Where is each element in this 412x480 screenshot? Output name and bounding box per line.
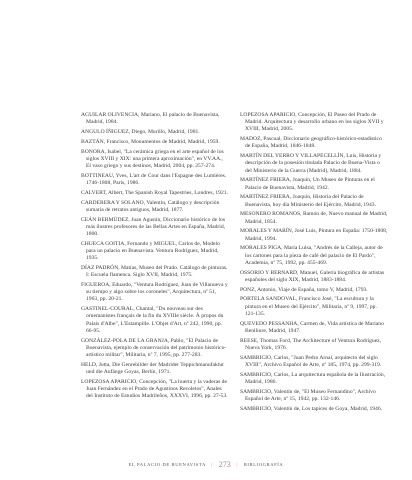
bibliography-entry: LOPEZOSA APARICIO, Concepción, El Paseo del Prado de Madrid. Arquitectura y desarrollo urbano en los siglos XVII y XVIII, Madrid, 2005. [240, 112, 384, 133]
bibliography-entry: PONZ, Antonio, Viaje de España, tomo V, Madrid, 1793. [240, 286, 368, 293]
page-number: 273 [218, 460, 231, 469]
bibliography-left-column [81, 112, 229, 403]
bibliography-entry: MARTÍNEZ FRIERA, Joaquín, Un Museo de Pinturas en el Palacio de Buenavista, Madrid, 1942. [240, 177, 375, 191]
bibliography-entry: OSSORIO Y BERNARD, Manuel, Galería biográfica de artistas españoles del siglo XIX, Madrid, 1883-1884. [240, 269, 385, 283]
bibliography-entry: MORALES PIGA, María Luisa, "Andrés de la Calleja, autor de los cartones para la pieza de café del palacio de El Pardo", Academia, nº 75, 1992, pp. 455-469. [240, 245, 383, 266]
bibliography-entry: MADOZ, Pascual, Diccionario geográfico-histórico-estadístico de España, Madrid, 1846-1848. [240, 136, 382, 150]
bibliography-entry: MARTÍN DEL YERRO Y VILLAPECELLÍN, Luis, Historia y descripción de la posesión titulada Palacio de Buena-Vista o del Ministerio de la Guerra (Madrid), Madrid, 1884. [240, 153, 382, 174]
bibliography-entry: DÍAZ PADRÓN, Matías, Museo del Prado. Catálogo de pinturas. I: Escuela flamenca. Siglo XVII, Madrid, 1975. [81, 265, 228, 279]
bibliography-entry: ANGULO ÍÑIGUEZ, Diego, Murillo, Madrid, 1981. [81, 129, 200, 135]
bibliography-entry: HELD, Jutta, Die Genrebilder der Madrider Teppichmanufaktur und die Anfänge Goyas, Berlín, 1971. [81, 361, 225, 376]
footer-separator: | [236, 462, 238, 467]
footer-section-title: BIBLIOGRAFÍA [243, 462, 284, 467]
bibliography-entry: GASTINEL-COURAL, Chantal, "Du nouveau sur des ornemanistes français de la fin du XVIIIe siècle. À propos du Palais d'Albe", L'Estampille. L'Objet d'Art, nº 242, 1990, pp. 66-95. [81, 306, 224, 334]
bibliography-entry: REESE, Thomas Ford, The Architecture of Ventura Rodríguez, Nueva York, 1976. [240, 337, 382, 351]
bibliography-entry: SAMBRICIO, Valentín de, "El Museo Fernandino", Archivo Español de Arte, nº 15, 1942, pp. 132-146. [240, 388, 376, 402]
bibliography-entry: GONZÁLEZ-POLA DE LA GRANJA, Pablo, "El Palacio de Buenavista, ejemplo de conservación del patrimonio histórico-artístico militar", Militaria, nº 7, 1995, pp. 277-283. [81, 337, 227, 359]
bibliography-entry: MORALES Y MARÍN, José Luis, Pintura en España: 1750-1808, Madrid, 1994. [240, 228, 388, 242]
bibliography-entry: FIGUEROA, Eduardo, "Ventura Rodríguez, Juan de Villanueva y su tiempo y algo sobre los coroneles", Arquitectura, nº 51, 1963, pp. 20-21. [81, 282, 228, 303]
bibliography-entry: MESONERO ROMANOS, Ramón de, Nuevo manual de Madrid, Madrid, 1854. [240, 211, 388, 225]
bibliography-entry: BONORA, Isabel, "La cerámica griega en el arte español de los siglos XVIII y XIX: una primera aproximación", en VV.AA., El vaso griego y sus destinos, Madrid, 2004, pp. 257-274. [81, 148, 224, 169]
footer-separator: | [211, 462, 213, 467]
bibliography-entry: SAMBRICIO, Carlos, La arquitectura española de la Ilustración, Madrid, 1986. [240, 371, 386, 385]
bibliography-entry: LOPEZOSA APARICIO, Concepción, "La huerta y la vaderas de Juan Fernández en el Prado de Agustinos Recoletos", Anales del Instituto de Estudios Madrileños, XXXVI, 1996, pp. 27-53. [81, 378, 228, 400]
footer-book-title: EL PALACIO DE BUENAVISTA [128, 462, 206, 467]
bibliography-entry: CALVERT, Albert, The Spanish Royal Tapestries, Londres, 1921. [81, 189, 228, 196]
bibliography-entry: MARTÍNEZ FRIERA, Joaquín, Historia del Palacio de Buenavista, hoy día Ministerio del Ejército, Madrid, 1943. [240, 194, 376, 208]
bibliography-entry: BOTTINEAU, Yves, L'art de Cour dans l'Espagne des Lumières. 1746-1808, París, 1986. [81, 172, 227, 186]
bibliography-entry: AGUILAR OLIVENCIA, Mariano, El palacio de Buenavista, Madrid, 1984. [81, 112, 220, 126]
bibliography-entry: CHUECA GOITIA, Fernando y MIGUEL, Carlos de, Modelo para un palacio en Buenavista. Ventura Rodríguez, Madrid, 1935. [81, 240, 220, 262]
bibliography-entry: QUEVEDO PESSANHA, Carmen de, Vida artística de Mariano Benlliure, Madrid, 1947. [240, 320, 384, 334]
bibliography-entry: CARDERERA Y SOLANO, Valentín, Catálogo y descripción sumaria de retratos antiguos, Madrid, 1877. [81, 199, 220, 213]
bibliography-right-column [240, 112, 388, 415]
bibliography-entry: BAZTÁN, Francisco, Monumentos de Madrid, Madrid, 1959. [81, 138, 220, 145]
bibliography-entry: PORTELA SANDOVAL, Francisco José, "La escultura y la pintura en el Museo del Ejército", Militaria, nº 9, 1997, pp. 121-135. [240, 296, 377, 317]
page-footer [0, 460, 412, 469]
bibliography-entry: SAMBRICIO, Carlos, "Juan Pedro Arnal, arquitecto del siglo XVIII", Archivo Español de Arte, nº 185, 1974, pp. 299-319. [240, 354, 382, 368]
bibliography-entry: SAMBRICIO, Valentín de, Los tapices de Goya, Madrid, 1946. [240, 405, 383, 412]
bibliography-entry: CEÁN BERMÚDEZ, Juan Agustín, Diccionario histórico de los más ilustres profesores de las Bellas Artes en España, Madrid, 1800. [81, 216, 226, 237]
